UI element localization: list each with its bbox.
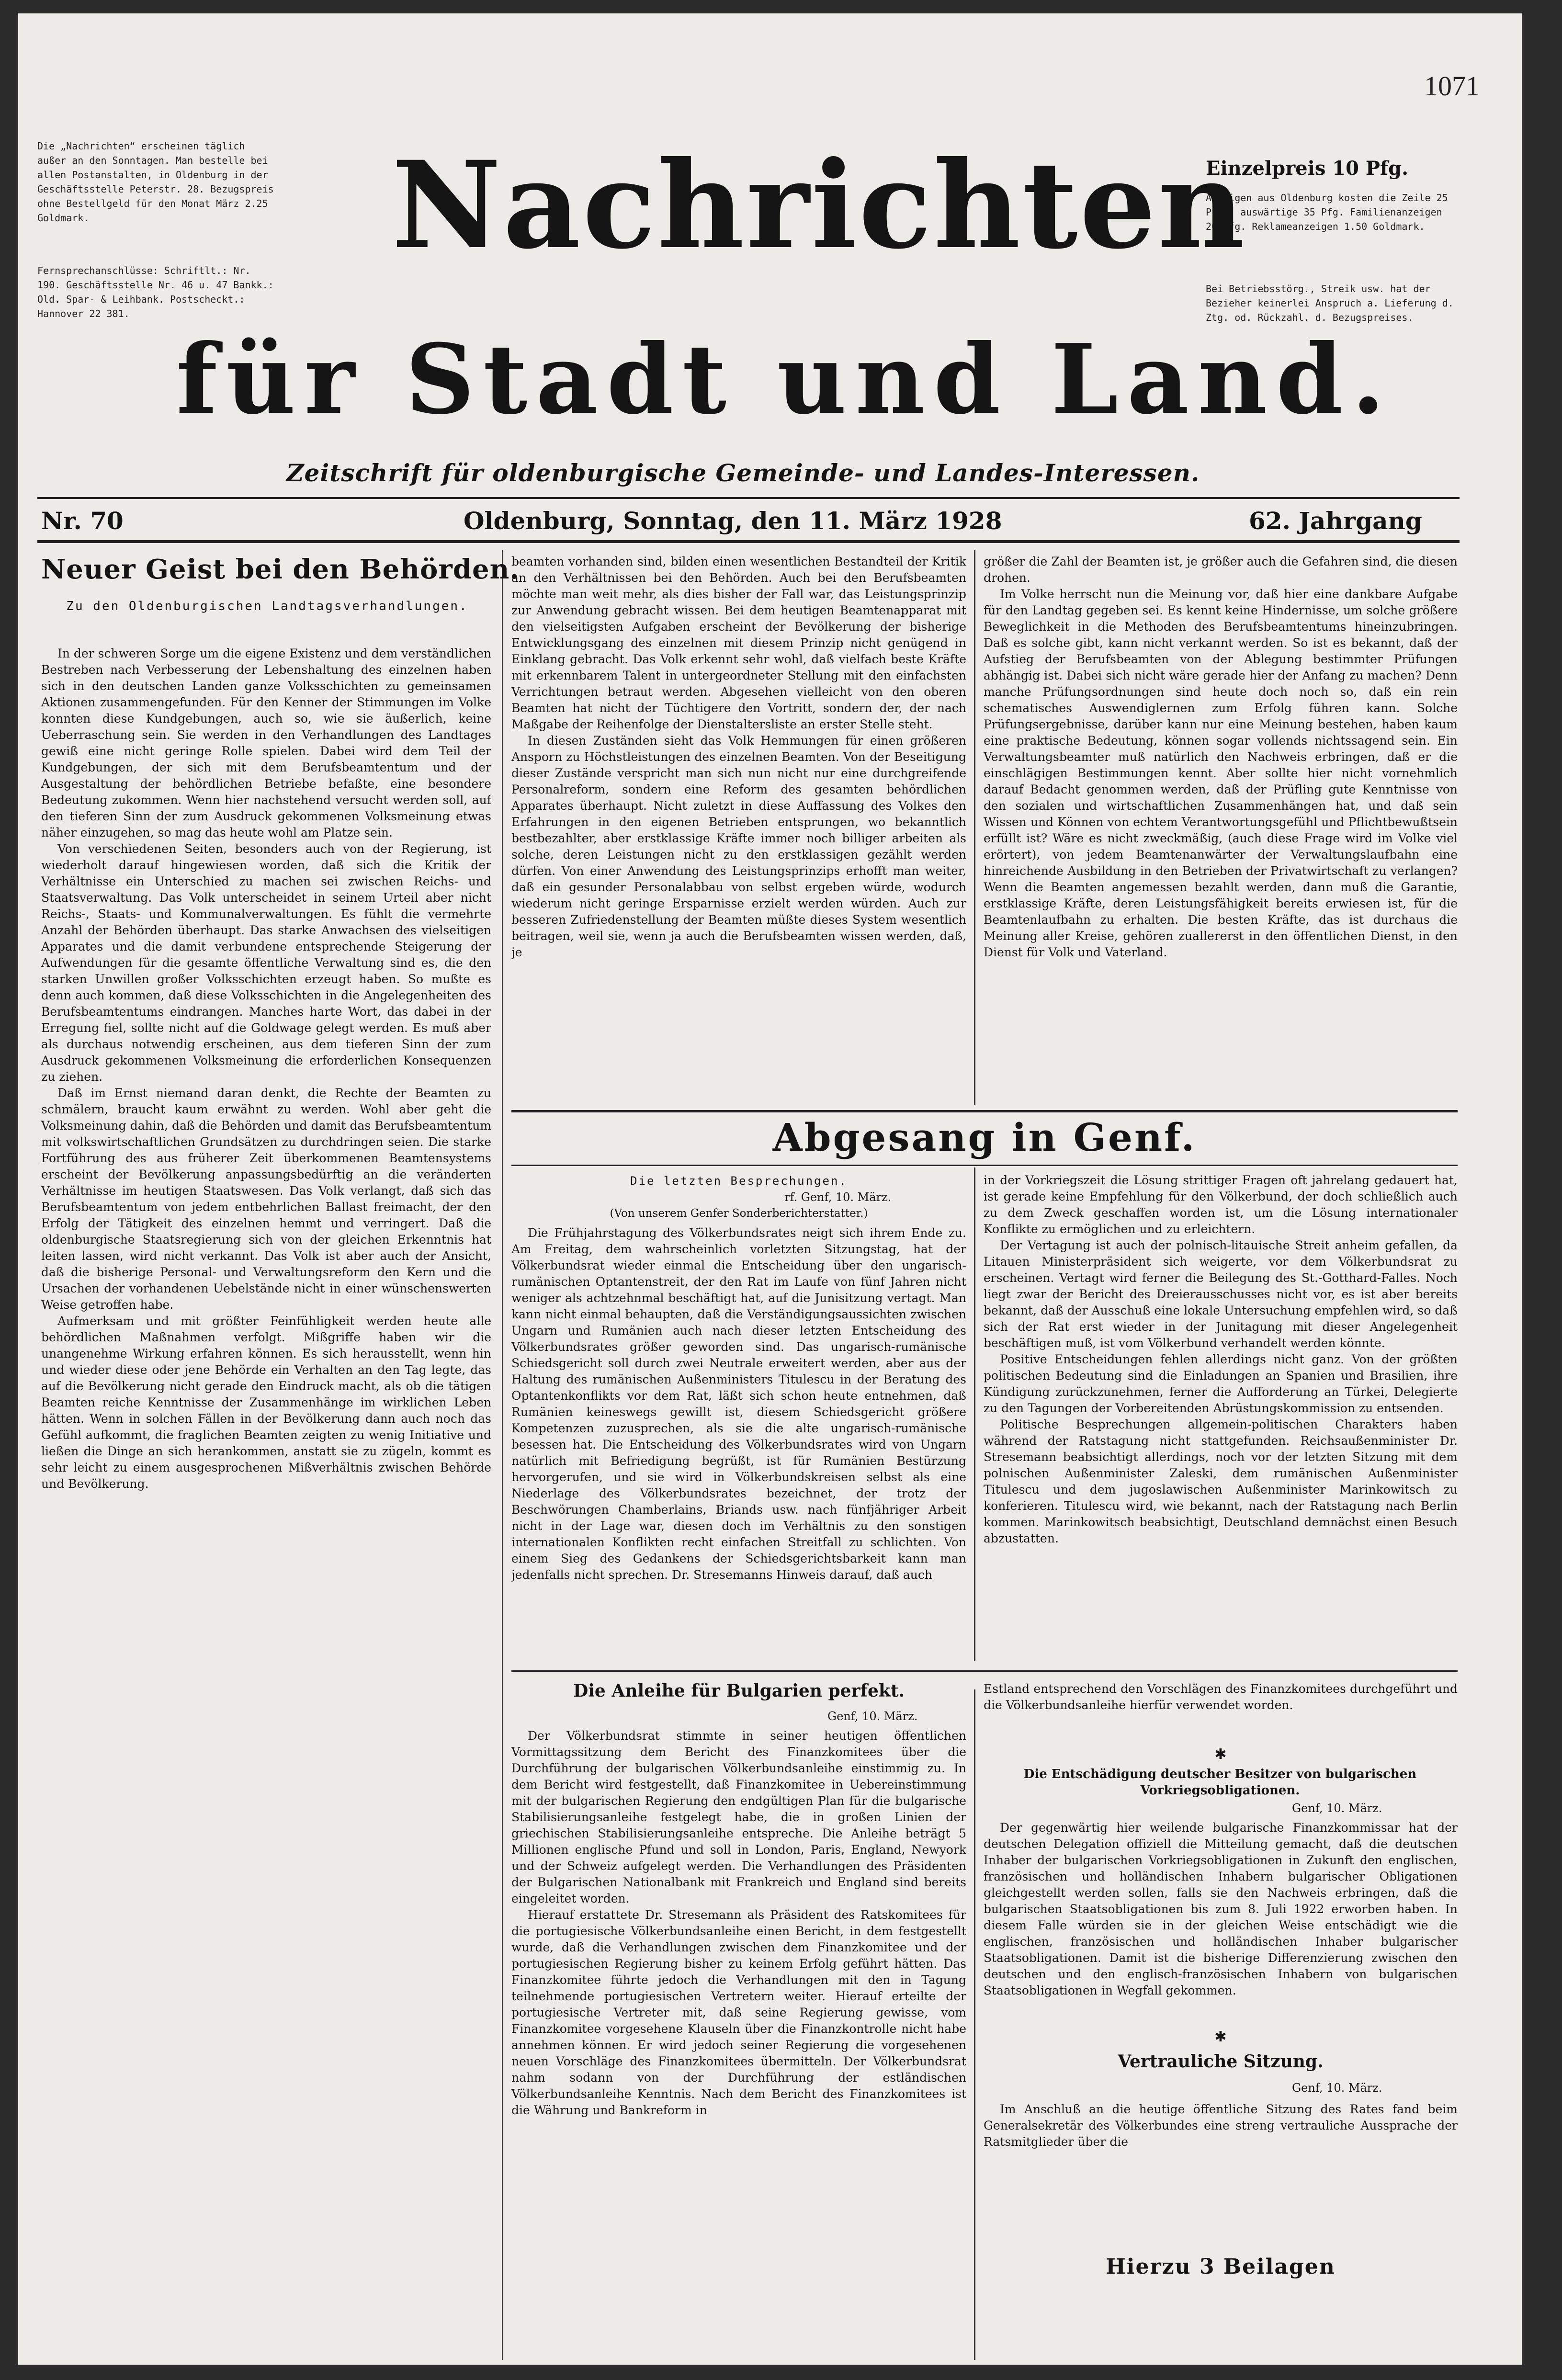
ear-left-contact: Fernsprechanschlüsse: Schriftlt.: Nr. 190. Geschäftsstelle Nr. 46 u. 47 Bankk.: Old. Spar- & Leihbank. Postscheckt.: Hannover 22 381. bbox=[37, 265, 280, 319]
supplements-note: Hierzu 3 Beilagen bbox=[1106, 2255, 1336, 2279]
article-dateline: Genf, 10. März. bbox=[1292, 1802, 1382, 1815]
newspaper-page bbox=[18, 13, 1522, 2365]
article-column bbox=[511, 554, 966, 1104]
section-rule bbox=[511, 1110, 1458, 1112]
article-subhead: Zu den Oldenburgischen Landtagsverhandlungen. bbox=[66, 599, 468, 613]
ear-left-notice: Die „Nachrichten“ erscheinen täglich außer an den Sonntagen. Man bestelle bei allen Postanstalten, in Oldenburg in der Geschäftsstelle Peterstr. 28. Bezugspreis ohne Bestellgeld für den Monat März 2.25 Goldmark. bbox=[37, 140, 280, 224]
article-subhead: Die letzten Besprechungen. bbox=[630, 1174, 848, 1188]
article-credit: (Von unserem Genfer Sonderberichterstatter.) bbox=[610, 1207, 868, 1220]
article-headline: Neuer Geist bei den Behörden. bbox=[41, 554, 520, 585]
masthead-rule-top bbox=[37, 497, 1460, 499]
page-number: 1071 bbox=[1424, 70, 1480, 102]
paragraph: größer die Zahl der Beamten ist, je größer auch die Gefahren sind, die diesen drohen. bbox=[984, 555, 1458, 585]
article-headline: Abgesang in Genf. bbox=[772, 1115, 1197, 1160]
separator-star: ✱ bbox=[1214, 1746, 1227, 1763]
article-column bbox=[984, 1681, 1458, 1743]
section-rule bbox=[511, 1165, 1458, 1166]
paragraph: Estland entsprechend den Vorschlägen des Finanzkomitees durchgeführt und die Völkerbundsanleihe hierfür verwendet worden. bbox=[984, 1682, 1458, 1712]
paragraph: Aufmerksam und mit größter Feinfühligkeit werden heute alle behördlichen Maßnahmen verfolgt. Mißgriffe haben wir die unangenehme Wirkung erfahren können. Es sich herausstellt, wenn hin und wieder diese oder jene Behörde ein Verhalten an den Tag legte, das auf die Bevölkerung nicht gerade den Eindruck macht, als ob die tätigen Beamten reiche Kenntnisse der Zusammenhänge im wirklichen Leben hätten. Wenn in solchen Fällen in der Bevölkerung dann auch noch das Gefühl aufkommt, die fraglichen Beamten zeigten zu wenig Initiative und ließen die Dinge an sich herankommen, anstatt sie zu zügeln, kommt es sehr leicht zu einem ausgesprochenen Mißverhältnis zwischen Behörde und Bevölkerung. bbox=[41, 1314, 491, 1491]
masthead-tagline: Zeitschrift für oldenburgische Gemeinde- und Landes-Interessen. bbox=[286, 459, 1200, 487]
masthead-rule-bottom bbox=[37, 540, 1460, 543]
issue-number: Nr. 70 bbox=[41, 507, 124, 535]
paragraph: Der Vertagung ist auch der polnisch-litauische Streit anheim gefallen, da Litauen Ministerpräsident sich weigerte, vor dem Völkerbundsrat zu erscheinen. Vertagt wird ferner die Beilegung des St.-Gotthard-Falles. Noch liegt zwar der Bericht des Dreierausschusses nicht vor, es ist aber bereits bekannt, daß der Ausschuß eine lokale Untersuchung empfehlen wird, so daß sich der Rat erst wieder in der Junitagung mit dieser Angelegenheit beschäftigen muß, ist vom Völkerbund verhandelt werden könnte. bbox=[984, 1238, 1458, 1350]
article-column bbox=[41, 646, 491, 2355]
article-dateline: rf. Genf, 10. März. bbox=[784, 1190, 892, 1204]
issue-volume: 62. Jahrgang bbox=[1249, 507, 1422, 535]
masthead-title-line2: für Stadt und Land. bbox=[176, 323, 1394, 436]
paragraph: Politische Besprechungen allgemein-politischen Charakters haben während der Ratstagung nicht stattgefunden. Reichsaußenminister Dr. Stresemann beabsichtigt allerdings, noch vor der letzten Sitzung mit dem polnischen Außenminister Zaleski, dem rumänischen Außenminister Titulescu und dem jugoslawischen Außenminister Marinkowitsch zu konferieren. Titulescu wird, wie bekannt, nach der Ratstagung nach Berlin kommen. Marinkowitsch beabsichtigt, Deutschland demnächst einen Besuch abzustatten. bbox=[984, 1417, 1458, 1545]
column-divider bbox=[974, 550, 975, 1105]
ear-right-ads: Anzeigen aus Oldenburg kosten die Zeile 25 Pfg., auswärtige 35 Pfg. Familienanzeigen 20 Pfg. Reklameanzeigen 1.50 Goldmark. bbox=[1206, 192, 1454, 232]
column-divider bbox=[974, 1689, 975, 2360]
paragraph: In der schweren Sorge um die eigene Existenz und dem verständlichen Bestreben nach Verbesserung der Lebenshaltung des einzelnen haben sich in den deutschen Landen ganze Volksschichten zu gemeinsamen Aktionen zusammengefunden. Für den Kenner der Stimmungen im Volke konnten diese Kundgebungen, auch so, wie sie äußerlich, keine Ueberraschung sein. Sie werden in den Verhandlungen des Landtages gewiß eine nicht geringe Rolle spielen. Dabei wird dem Teil der Kundgebungen, der sich mit dem Berufsbeamtentum und der Ausgestaltung der behördlichen Betriebe befaßte, eine besondere Bedeutung zukommen. Wenn hier nachstehend versucht werden soll, auf den tieferen Sinn der zum Ausdruck gekommenen Volksmeinung etwas näher einzugehen, so mag das heute wohl am Platze sein. bbox=[41, 646, 491, 839]
separator-star: ✱ bbox=[1214, 2029, 1227, 2045]
article-headline: Die Anleihe für Bulgarien perfekt. bbox=[573, 1681, 905, 1701]
article-dateline: Genf, 10. März. bbox=[1292, 2081, 1382, 2095]
paragraph: Im Volke herrscht nun die Meinung vor, daß hier eine dankbare Aufgabe für den Landtag gegeben sei. Es kennt keine Hindernisse, um solche größere Beweglichkeit in die Methoden des Berufsbeamtentums hineinzubringen. Daß es solche gibt, kann nicht verkannt werden. So ist es bekannt, daß der Aufstieg der Berufsbeamten von der Ablegung bestimmter Prüfungen abhängig ist. Dabei sich nicht wäre gerade hier der Anfang zu machen? Denn manche Prüfungsordnungen sind heute doch noch so, daß ein rein schematisches Auswendiglernen zum Erfolg führen kann. Solche Prüfungsergebnisse, darüber kann nur eine Meinung bestehen, haben kaum eine praktische Bedeutung, können sogar vollends nichtssagend sein. Ein Verwaltungsbeamter muß natürlich den Nachweis erbringen, daß er die einschlägigen Bestimmungen kennt. Aber sollte hier nicht vornehmlich darauf Bedacht genommen werden, daß der Prüfling gute Kenntnisse von den sozialen und wirtschaftlichen Zusammenhängen hat, und daß sein Wissen und Können von echtem Verantwortungsgefühl und Pflichtbewußtsein erfüllt ist? Wäre es nicht zweckmäßig, (auch diese Frage wird im Volke viel erörtert), von jedem Beamtenanwärter der Verwaltungslaufbahn eine hinreichende Ausbildung in den Betrieben der Privatwirtschaft zu verlangen? Wenn die Beamten angemessen bezahlt werden, dann muß die Garantie, erstklassige Kräfte, deren Leistungsfähigkeit bereits erwiesen ist, für die Beamtenlaufbahn zu erhalten. Die besten Kräfte, das ist durchaus die Meinung aller Kreise, gehören zuallererst in den öffentlichen Dienst, in den Dienst für Volk und Vaterland. bbox=[984, 587, 1458, 959]
single-price: Einzelpreis 10 Pfg. bbox=[1206, 157, 1409, 180]
column-divider bbox=[502, 550, 503, 2360]
paragraph: In diesen Zuständen sieht das Volk Hemmungen für einen größeren Ansporn zu Höchstleistungen des einzelnen Beamten. Von der Beseitigung dieser Zustände verspricht man sich nun nicht nur eine durchgreifende Personalreform, sondern eine Reform des gesamten behördlichen Apparates überhaupt. Nicht zuletzt in diese Auffassung des Volkes den Erfahrungen in den eigenen Betrieben entsprungen, wo bekanntlich bestbezahlter, aber erstklassige Kräfte immer noch billiger arbeiten als solche, deren Leistungen nicht zu den erstklassigen gezählt werden dürfen. Von einer Anwendung des Leistungsprinzips erhofft man weiter, daß ein gesunder Personalabbau von selbst ergeben würde, wodurch wiederum nicht geringe Ersparnisse erzielt werden würden. Auch zur besseren Zufriedenstellung der Beamten müßte dieses System wesentlich beitragen, weil sie, wenn ja auch die Berufsbeamten wissen werden, daß, je bbox=[511, 734, 966, 959]
article-column bbox=[511, 1728, 966, 2355]
column-divider bbox=[974, 1167, 975, 1661]
paragraph: beamten vorhanden sind, bilden einen wesentlichen Bestandteil der Kritik an den Verhältnissen bei den Behörden. Auch bei den Berufsbeamten möchte man weit mehr, als dies bisher der Fall war, das Leistungsprinzip zur Anwendung gebracht wissen. Bei dem heutigen Beamtenapparat mit den vielseitigsten Aufgaben erscheint der Bevölkerung der bisherige Entwicklungsgang des einzelnen mit diesem Prinzip nicht genügend in Einklang gebracht. Das Volk erkennt sehr wohl, daß vielfach beste Kräfte mit erkennbarem Talent in untergeordneter Stellung mit den einfachsten Verrichtungen betraut werden. Abgesehen vielleicht von den oberen Beamten hat nicht der Tüchtigere den Vortritt, sondern der, der nach Maßgabe der Reihenfolge der Dienstaltersliste an erster Stelle steht. bbox=[511, 555, 966, 731]
issue-place-date: Oldenburg, Sonntag, den 11. März 1928 bbox=[464, 507, 1002, 535]
article-column bbox=[984, 1172, 1458, 1661]
article-headline: Vertrauliche Sitzung. bbox=[1118, 2051, 1324, 2072]
masthead-title-line1: Nachrichten bbox=[392, 135, 1247, 275]
article-column bbox=[984, 554, 1458, 1104]
article-column bbox=[984, 2101, 1458, 2216]
paragraph: Daß im Ernst niemand daran denkt, die Rechte der Beamten zu schmälern, braucht kaum erwähnt zu werden. Wohl aber geht die Volksmeinung dahin, daß die Behörden und damit das Berufsbeamtentum mit volkswirtschaftlichen Grundsätzen zu durchdringen seien. Die starke Fortführung des aus früherer Zeit überkommenen Beamtensystems erscheint der Bevölkerung anpassungsbedürftig an die veränderten Verhältnisse im heutigen Staatswesen. Das Volk verlangt, daß sich das Berufsbeamtentum von jedem entbehrlichen Ballast freimacht, der den Erfolg der Tätigkeit des einzelnen hemmt und verringert. Daß die oldenburgische Staatsregierung sich von der gleichen Erkenntnis hat leiten lassen, wird nicht verkannt. Das Volk ist aber auch der Ansicht, daß die bisherige Personal- und Verwaltungsreform den Kern und die Ursachen der vorhandenen Uebelstände nicht in einer wünschenswerten Weise getroffen habe. bbox=[41, 1086, 491, 1312]
paragraph: Der Völkerbundsrat stimmte in seiner heutigen öffentlichen Vormittagssitzung dem Bericht des Finanzkomitees über die Durchführung der bulgarischen Völkerbundsanleihe einstimmig zu. In dem Bericht wird festgestellt, daß Finanzkomitee in Uebereinstimmung mit der bulgarischen Regierung den endgültigen Plan für die bulgarische Stabilisierungsanleihe festgelegt habe, die in großen Linien der griechischen Stabilisierungsanleihe entspreche. Die Anleihe beträgt 5 Millionen englische Pfund und soll in London, Paris, England, Newyork und der Schweiz aufgelegt werden. Die Verhandlungen des Präsidenten der Bulgarischen Nationalbank mit Frankreich und England sind bereits eingeleitet worden. bbox=[511, 1729, 966, 1905]
ear-right-strike: Bei Betriebsstörg., Streik usw. hat der Bezieher keinerlei Anspruch a. Lieferung d. Ztg. od. Rückzahl. d. Bezugspreises. bbox=[1206, 283, 1460, 323]
section-rule bbox=[511, 1670, 1458, 1672]
paragraph: Der gegenwärtig hier weilende bulgarische Finanzkommissar hat der deutschen Delegation offiziell die Mitteilung gemacht, daß die deutschen Inhaber der bulgarischen Vorkriegsobligationen in Zukunft den englischen, französischen und holländischen Inhabern bulgarischer Obligationen gleichgestellt werden sollen, falls sie den Nachweis erbringen, daß die bulgarischen Staatsobligationen bis zum 8. Juli 1922 erworben haben. In diesem Falle würden sie in der gleichen Weise entschädigt wie die englischen, französischen und holländischen Inhaber bulgarischer Staatsobligationen. Damit ist die bisherige Differenzierung zwischen den deutschen und den englisch-französischen Inhabern von bulgarischen Staatsobligationen in Wegfall gekommen. bbox=[984, 1821, 1458, 1997]
article-headline: Die Entschädigung deutscher Besitzer von bulgarischen Vorkriegsobligationen. bbox=[1023, 1767, 1417, 1798]
paragraph: Im Anschluß an die heutige öffentliche Sitzung des Rates fand beim Generalsekretär des Völkerbundes eine streng vertrauliche Aussprache der Ratsmitglieder über die bbox=[984, 2102, 1458, 2149]
paragraph: in der Vorkriegszeit die Lösung strittiger Fragen oft jahrelang gedauert hat, ist gerade keine Empfehlung für den Völkerbund, der doch schließlich auch zu dem Zweck geschaffen worden ist, um die Lösung internationaler Konflikte zu ermöglichen und zu erleichtern. bbox=[984, 1173, 1458, 1236]
article-dateline: Genf, 10. März. bbox=[827, 1710, 918, 1723]
paragraph: Von verschiedenen Seiten, besonders auch von der Regierung, ist wiederholt darauf hingewiesen worden, daß sich die Kritik der Verhältnisse ein Unterschied zu machen sei zwischen Reichs- und Staatsverwaltung. Das Volk unterscheidet in seinem Urteil aber nicht Reichs-, Staats- und Kommunalverwaltungen. Es fühlt die vermehrte Anzahl der Behörden überhaupt. Das starke Anwachsen des vielseitigen Apparates und die damit verbundene entsprechende Steigerung der Aufwendungen für die gesamte öffentliche Verwaltung sind es, die den starken Unwillen großer Volksschichten erzeugt haben. So mußte es denn auch kommen, daß diese Volksschichten in die Angelegenheiten des Berufsbeamtentums eindrangen. Manches harte Wort, das dabei in der Erregung fiel, sollte nicht auf die Goldwage gelegt werden. Es muß aber als durchaus notwendig erscheinen, aus dem tieferen Sinn der zum Ausdruck gekommenen Volksmeinung die erforderlichen Konsequenzen zu ziehen. bbox=[41, 842, 491, 1084]
paragraph: Die Frühjahrstagung des Völkerbundsrates neigt sich ihrem Ende zu. Am Freitag, dem wahrscheinlich vorletzten Sitzungstag, hat der Völkerbundsrat wieder einmal die Entscheidung über den ungarisch-rumänischen Optantenstreit, der den Rat im Laufe von fünf Jahren nicht weniger als achtzehnmal beschäftigt hat, auf die Junisitzung vertagt. Man kann nicht einmal behaupten, daß die Verständigungsaussichten zwischen Ungarn und Rumänien auch nach dieser letzten Entscheidung des Völkerbundsrates größer geworden sind. Das ungarisch-rumänische Schiedsgericht soll durch zwei Neutrale erweitert werden, aber aus der Haltung des rumänischen Außenministers Titulescu in der Beratung des Optantenkonflikts vor dem Rat, läßt sich schon heute entnehmen, daß Rumänien keineswegs gewillt ist, diesem Schiedsgericht größere Kompetenzen zuzusprechen, als sie die alte ungarisch-rumänische besessen hat. Die Entscheidung des Völkerbundsrates wird von Ungarn natürlich mit Befriedigung begrüßt, ist für Rumänien Bestürzung hervorgerufen, und sie wird in Völkerbundskreisen selbst als eine Niederlage des Völkerbundsrates bezeichnet, der trotz der Beschwörungen Chamberlains, Briands usw. nach fünfjähriger Arbeit nicht in der Lage war, diesen doch im Verhältnis zu den sonstigen internationalen Konflikten recht einfachen Streitfall zu schlichten. Von einem Sieg des Gedankens der Schiedsgerichtsbarkeit kann man jedenfalls nicht sprechen. Dr. Stresemanns Hinweis darauf, daß auch bbox=[511, 1226, 966, 1582]
paragraph: Hierauf erstattete Dr. Stresemann als Präsident des Ratskomitees für die portugiesische Völkerbundsanleihe einen Bericht, in dem festgestellt wurde, daß die Verhandlungen zwischen dem Finanzkomitee und der portugiesischen Regierung bisher zu keinem Erfolg geführt hätten. Das Finanzkomitee führte jedoch die Verhandlungen mit den in Tagung teilnehmende portugiesischen Vertretern weiter. Hierauf erteilte der portugiesische Vertreter mit, daß seine Regierung gewisse, vom Finanzkomitee vorgesehene Klauseln über die Finanzkontrolle nicht habe annehmen können. Er wird jedoch seiner Regierung die vorgesehenen neuen Vorschläge des Finanzkomitees übermitteln. Der Völkerbundsrat nahm sodann von der Durchführung der estländischen Völkerbundsanleihe Kenntnis. Nach dem Bericht des Finanzkomitees ist die Währung und Bankreform in bbox=[511, 1908, 966, 2117]
article-column bbox=[511, 1225, 966, 1661]
paragraph: Positive Entscheidungen fehlen allerdings nicht ganz. Von der größten politischen Bedeutung sind die Einladungen an Spanien und Brasilien, ihre Kündigung zurückzunehmen, ferner die Aufforderung an Türkei, Delegierte zu den Tagungen der Vorbereitenden Abrüstungskommission zu entsenden. bbox=[984, 1352, 1458, 1415]
